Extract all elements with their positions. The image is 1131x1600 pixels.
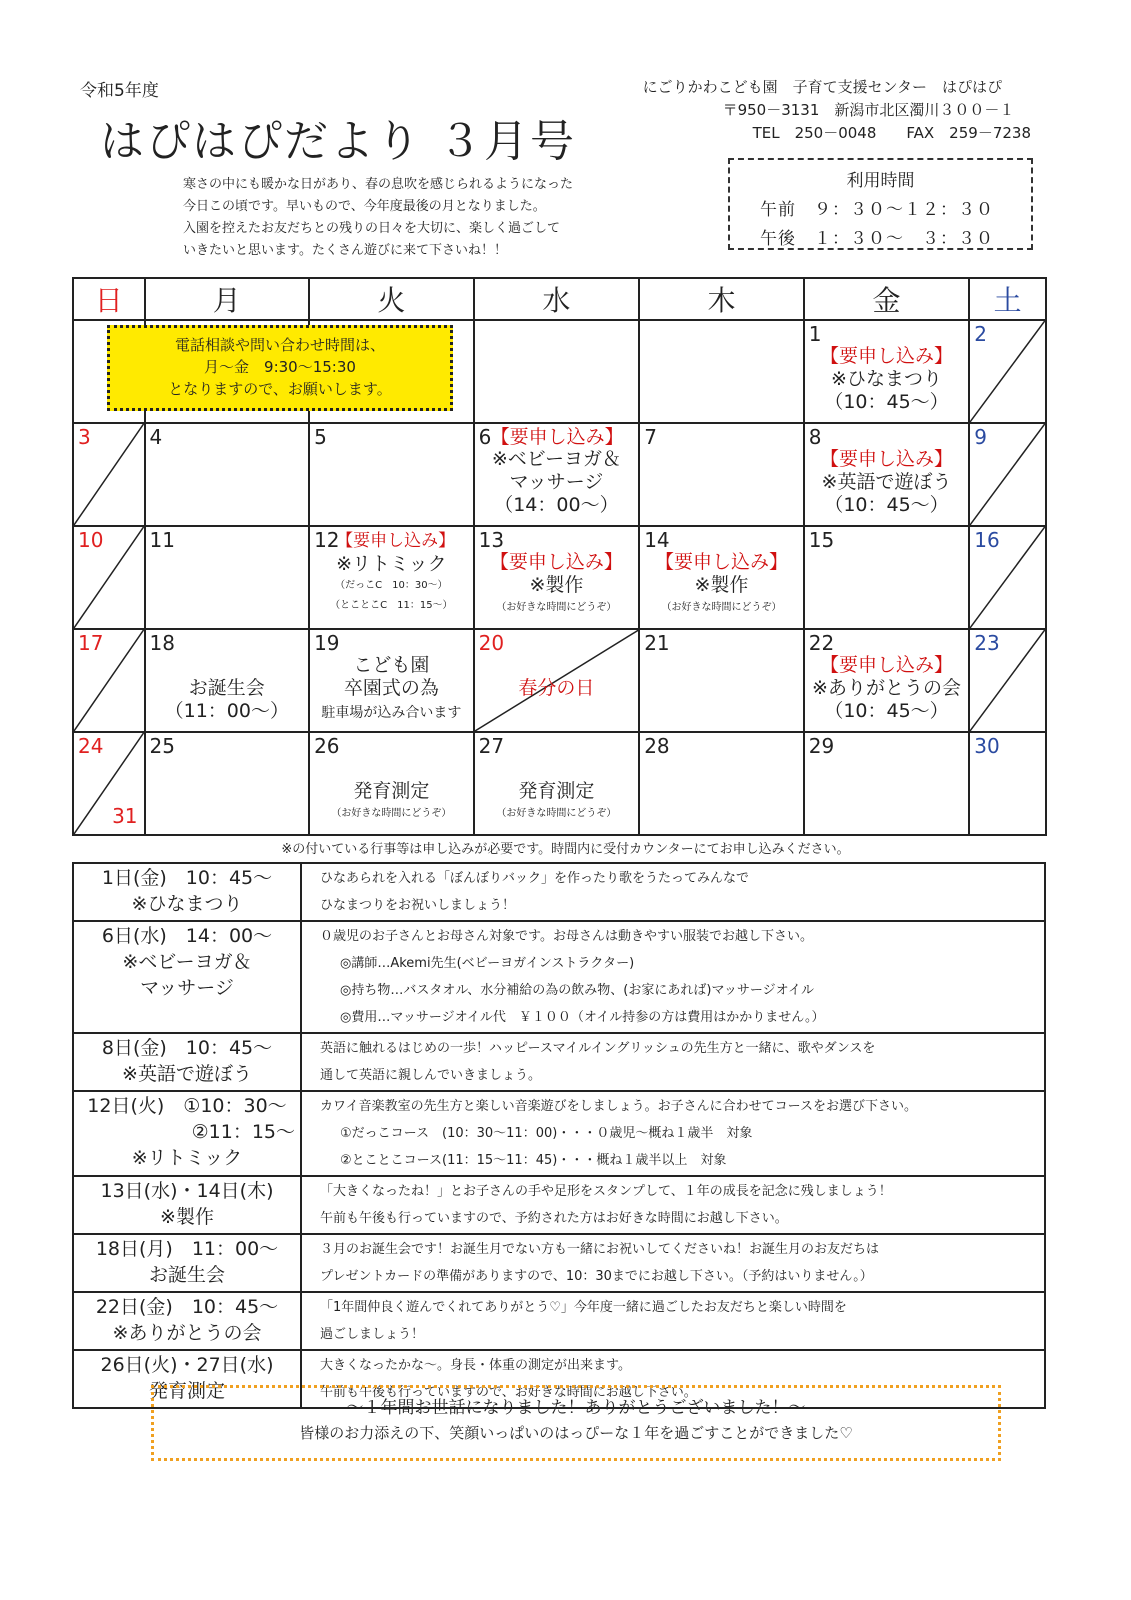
day-number: 1 <box>808 322 822 346</box>
intro-line: 今日この頃です。早いもので、今年度最後の月となりました。 <box>183 199 546 214</box>
thanks-line: ～１年間お世話になりました！ありがとうございました！～ <box>346 1398 806 1418</box>
event-date <box>73 1292 301 1350</box>
day-number: 17 <box>78 631 104 655</box>
day-cell-17 <box>73 629 145 732</box>
event-date-line: ②11：15～ <box>191 1121 295 1143</box>
description-line: 大きくなったかな～。身長・体重の測定が出来ます。 <box>320 1358 631 1373</box>
event-note: （お好きな時間にどうぞ） <box>331 808 452 819</box>
description-line: 英語に触れるはじめの一歩！ハッピースマイルイングリッシュの先生方と一緒に、歌やダンスを <box>320 1041 876 1056</box>
event-title: お誕生会 <box>148 1264 225 1286</box>
day-cell-20 <box>474 629 640 732</box>
event-date-line: 8日(金) 10：45～ <box>101 1037 273 1059</box>
day-cell-23 <box>969 629 1046 732</box>
day-number: 16 <box>974 528 1000 552</box>
day-number: 24 <box>78 734 104 758</box>
event-time: （10：45～） <box>824 391 949 413</box>
event-note: （お好きな時間にどうぞ） <box>661 602 782 613</box>
description-line: ０歳児のお子さんとお母さん対象です。お母さんは動きやすい服装でお越し下さい。 <box>320 929 813 944</box>
hours-heading: 利用時間 <box>846 171 915 191</box>
day-cell-15 <box>804 526 970 629</box>
description-line: 午前も午後も行っていますので、お好きな時間にお越し下さい。 <box>320 1385 697 1400</box>
event-row <box>73 921 1045 1033</box>
registration-required-tag: 【要申し込み】 <box>654 551 788 573</box>
event-time: （11：00～） <box>164 700 289 722</box>
event-date-line: 18日(月) 11：00～ <box>95 1238 279 1260</box>
event-note: （お好きな時間にどうぞ） <box>496 808 617 819</box>
day-cell-3 <box>73 423 145 526</box>
event-date <box>73 1033 301 1091</box>
description-line: ◎持ち物…バスタオル、水分補給の為の飲み物、(お家にあれば)マッサージオイル <box>340 983 815 998</box>
day-cell-21 <box>639 629 804 732</box>
weekday-tue: 火 <box>309 278 474 320</box>
event-name: マッサージ <box>509 471 604 493</box>
day-number: 22 <box>808 631 835 655</box>
weekday-fri: 金 <box>804 278 970 320</box>
event-name: ※英語で遊ぼう <box>821 471 952 493</box>
event-time: （10：45～） <box>824 494 949 516</box>
weekday-thu: 木 <box>639 278 804 320</box>
event-name: ※ありがとうの会 <box>812 677 961 699</box>
event-description <box>301 863 1045 921</box>
event-date-line: 26日(火)・27日(水) <box>100 1354 274 1376</box>
day-cell-19 <box>309 629 474 732</box>
org-address: 〒950－3131 新潟市北区濁川３００－１ <box>722 101 1015 119</box>
day-cell-12 <box>309 526 474 629</box>
day-cell-5 <box>309 423 474 526</box>
day-number: 29 <box>808 734 835 758</box>
day-cell-empty <box>474 320 640 423</box>
day-number: 21 <box>644 631 670 655</box>
event-details-table <box>72 862 1046 1409</box>
hours-am: 午前 ９：３０～１２：３０ <box>760 200 994 220</box>
day-number: 2 <box>974 322 988 346</box>
event-title: ※ベビーヨガ＆ <box>122 951 252 973</box>
day-number: 13 <box>478 528 505 552</box>
event-time: （10：45～） <box>824 700 949 722</box>
event-title: ※英語で遊ぼう <box>122 1063 252 1085</box>
description-line: ②とことこコース(11：15～11：45)・・・概ね１歳半以上 対象 <box>340 1153 727 1168</box>
event-title: 発育測定 <box>148 1380 225 1402</box>
day-number: 6 <box>478 425 492 449</box>
notice-line: 月～金 9:30～15:30 <box>204 358 356 376</box>
registration-required-tag: 【要申し込み】 <box>820 345 954 367</box>
day-cell-25 <box>145 732 310 835</box>
day-number: 5 <box>314 425 327 449</box>
description-line: ①だっこコース (10：30～11：00)・・・０歳児～概ね１歳半 対象 <box>340 1126 753 1141</box>
event-row <box>73 1234 1045 1292</box>
day-cell-7 <box>639 423 804 526</box>
event-name: 発育測定 <box>353 780 430 802</box>
event-date <box>73 1234 301 1292</box>
fiscal-year: 令和5年度 <box>80 81 159 101</box>
event-date-line: 6日(水) 14：00～ <box>101 925 273 947</box>
event-title: ※ひなまつり <box>131 893 243 915</box>
event-date <box>73 1091 301 1176</box>
description-line: 過ごしましょう！ <box>320 1327 425 1342</box>
weekday-sun: 日 <box>73 278 145 320</box>
event-description <box>301 1176 1045 1234</box>
day-cell-24-31 <box>73 732 145 835</box>
day-cell-9 <box>969 423 1046 526</box>
registration-required-tag: 【要申し込み】 <box>336 531 456 551</box>
day-number: 25 <box>149 734 175 758</box>
intro-line: 入園を控えたお友だちとの残りの日々を大切に、楽しく過ごして <box>183 221 561 236</box>
day-number: 28 <box>644 734 670 758</box>
calendar-week <box>73 423 1046 526</box>
event-time: （14：00～） <box>494 494 619 516</box>
calendar-week <box>73 526 1046 629</box>
day-cell-10 <box>73 526 145 629</box>
description-line: ３月のお誕生会です！お誕生月でない方も一緒にお祝いしてくださいね！お誕生月のお友だちは <box>320 1242 880 1257</box>
description-line: ひなまつりをお祝いしましょう！ <box>320 898 516 913</box>
day-number: 15 <box>808 528 835 552</box>
day-number: 3 <box>78 425 91 449</box>
day-cell-16 <box>969 526 1046 629</box>
day-cell-empty <box>639 320 804 423</box>
event-name: こども園 <box>353 654 430 676</box>
registration-required-tag: 【要申し込み】 <box>820 448 954 470</box>
event-description <box>301 1033 1045 1091</box>
weekday-sat: 土 <box>969 278 1046 320</box>
day-cell-14 <box>639 526 804 629</box>
event-row <box>73 1176 1045 1234</box>
day-number: 27 <box>478 734 505 758</box>
event-title: マッサージ <box>140 977 234 999</box>
event-note: （とことこC 11：15～） <box>330 600 453 611</box>
day-cell-11 <box>145 526 310 629</box>
intro-line: 寒さの中にも暖かな日があり、春の息吹を感じられるようになった <box>183 177 574 192</box>
notice-line: となりますので、お願いします。 <box>168 380 392 398</box>
event-row <box>73 1033 1045 1091</box>
event-date-line: 12日(火) ①10：30～ <box>87 1095 287 1117</box>
organization-info <box>643 76 1031 145</box>
phone-consultation-notice <box>107 325 453 411</box>
description-line: ◎講師…Akemi先生(ベビーヨガインストラクター) <box>340 956 635 971</box>
day-number: 18 <box>149 631 175 655</box>
description-line: ひなあられを入れる「ぼんぼりバック」を作ったり歌をうたってみんなで <box>320 871 750 886</box>
thank-you-box <box>151 1385 1001 1461</box>
event-name: ※製作 <box>529 574 584 596</box>
day-cell-30 <box>969 732 1046 835</box>
intro-line: いきたいと思います。たくさん遊びに来て下さいね！！ <box>183 243 507 258</box>
description-line: プレゼントカードの準備がありますので、10：30までにお越し下さい。（予約はいりません。） <box>320 1269 873 1284</box>
day-number: 14 <box>644 528 670 552</box>
event-title: ※ありがとうの会 <box>112 1322 262 1344</box>
day-cell-6 <box>474 423 640 526</box>
event-name: 卒園式の為 <box>343 677 439 699</box>
event-date-line: 13日(水)・14日(木) <box>100 1180 274 1202</box>
event-description <box>301 1292 1045 1350</box>
calendar-week <box>73 629 1046 732</box>
event-name: ※製作 <box>694 574 749 596</box>
hours-pm: 午後 １：３０～ ３：３０ <box>760 229 994 249</box>
event-date-line: 22日(金) 10：45～ <box>95 1296 279 1318</box>
event-description <box>301 921 1045 1033</box>
event-name: ※ひなまつり <box>831 368 942 390</box>
calendar-header-row <box>73 278 1046 320</box>
day-number: 11 <box>149 528 175 552</box>
event-date <box>73 921 301 1033</box>
day-number: 23 <box>974 631 1000 655</box>
description-line: ◎費用…マッサージオイル代 ￥１００（オイル持参の方は費用はかかりません。） <box>340 1010 825 1025</box>
day-number: 4 <box>149 425 163 449</box>
day-number: 20 <box>478 631 505 655</box>
thanks-line: 皆様のお力添えの下、笑顔いっぱいのはっぴーな１年を過ごすことができました♡ <box>299 1424 853 1442</box>
day-number: 9 <box>974 425 988 449</box>
day-cell-2 <box>969 320 1046 423</box>
day-cell-13 <box>474 526 640 629</box>
registration-note: ※の付いている行事等は申し込みが必要です。時間内に受付カウンターにてお申し込みください。 <box>281 842 850 857</box>
event-row <box>73 1091 1045 1176</box>
event-name: ※リトミック <box>336 553 447 575</box>
event-title: ※製作 <box>160 1206 214 1228</box>
event-date <box>73 1176 301 1234</box>
event-date <box>73 863 301 921</box>
description-line: 午前も午後も行っていますので、予約された方はお好きな時間にお越し下さい。 <box>320 1211 788 1226</box>
event-name: 発育測定 <box>518 780 595 802</box>
event-row <box>73 1292 1045 1350</box>
day-cell-4 <box>145 423 310 526</box>
description-line: 通して英語に親しんでいきましょう。 <box>320 1068 542 1083</box>
event-title: ※リトミック <box>131 1147 243 1169</box>
description-line: カワイ音楽教室の先生方と楽しい音楽遊びをしましょう。お子さんに合わせてコースをお選び下さい。 <box>320 1099 917 1114</box>
day-cell-22 <box>804 629 970 732</box>
day-number: 30 <box>974 734 1000 758</box>
event-note: （お好きな時間にどうぞ） <box>496 602 617 613</box>
event-note: （だっこC 10：30～） <box>335 580 448 591</box>
day-cell-27 <box>474 732 640 835</box>
day-cell-8 <box>804 423 970 526</box>
registration-required-tag: 【要申し込み】 <box>820 654 954 676</box>
event-row <box>73 863 1045 921</box>
day-cell-1 <box>804 320 970 423</box>
opening-hours-box <box>728 158 1033 250</box>
day-cell-18 <box>145 629 310 732</box>
intro-text <box>183 174 643 262</box>
calendar-week <box>73 732 1046 835</box>
day-number: 7 <box>644 425 657 449</box>
registration-required-tag: 【要申し込み】 <box>489 551 623 573</box>
description-line: 「1年間仲良く遊んでくれてありがとう♡」今年度一緒に過ごしたお友だちと楽しい時間を <box>320 1300 847 1315</box>
event-note: 駐車場が込み合います <box>321 705 462 721</box>
event-date-line: 1日(金) 10：45～ <box>101 867 273 889</box>
day-number: 19 <box>314 631 340 655</box>
org-contact: TEL 250－0048 FAX 259－7238 <box>752 124 1031 142</box>
weekday-mon: 月 <box>145 278 310 320</box>
notice-line: 電話相談や問い合わせ時間は、 <box>174 336 385 354</box>
day-cell-26 <box>309 732 474 835</box>
newsletter-title: はぴはぴだより ３月号 <box>100 116 576 167</box>
day-number: 31 <box>112 804 138 828</box>
org-name: にごりかわこども園 子育て支援センター はぴはぴ <box>642 78 1002 96</box>
event-description <box>301 1234 1045 1292</box>
event-name: ※ベビーヨガ＆ <box>491 448 621 470</box>
day-cell-29 <box>804 732 970 835</box>
event-name: お誕生会 <box>188 677 265 699</box>
day-number: 10 <box>78 528 104 552</box>
day-cell-28 <box>639 732 804 835</box>
holiday-name: 春分の日 <box>518 677 595 699</box>
description-line: 「大きくなったね！」とお子さんの手や足形をスタンプして、１年の成長を記念に残しましょう！ <box>320 1184 892 1199</box>
day-number: 8 <box>808 425 822 449</box>
event-description <box>301 1091 1045 1176</box>
day-number: 26 <box>314 734 340 758</box>
weekday-wed: 水 <box>474 278 640 320</box>
day-number: 12 <box>314 528 340 552</box>
registration-required-tag: 【要申し込み】 <box>490 426 624 448</box>
